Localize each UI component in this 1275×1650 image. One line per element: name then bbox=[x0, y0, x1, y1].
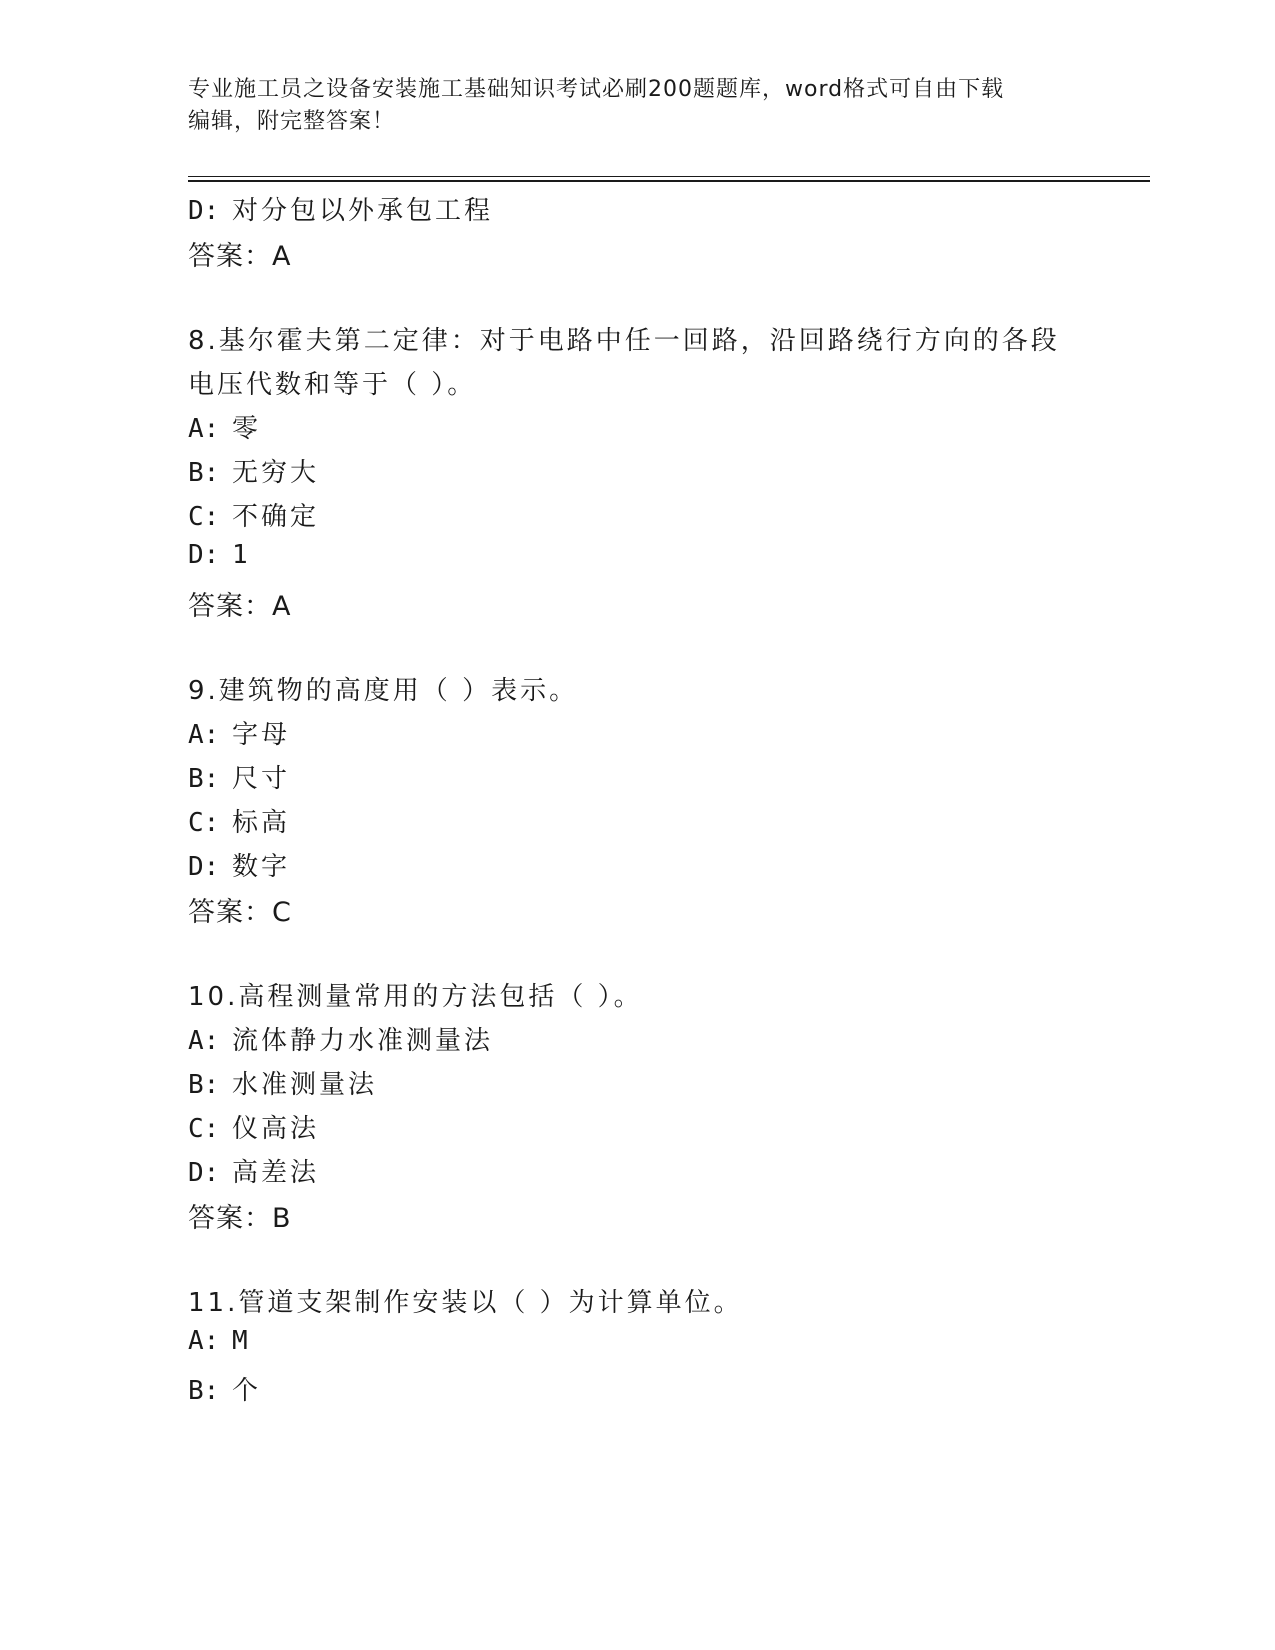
header-divider-thick bbox=[188, 180, 1150, 182]
header-line-2: 编辑，附完整答案！ bbox=[188, 109, 396, 134]
header-line-1: 专业施工员之设备安装施工基础知识考试必刷200题题库，word格式可自由下载 bbox=[188, 77, 1005, 102]
option-text: 字母 bbox=[232, 720, 291, 750]
q9-option-a bbox=[188, 714, 290, 751]
option-text: 仪高法 bbox=[232, 1114, 320, 1144]
q10-answer: 答案：B bbox=[188, 1203, 292, 1234]
option-text: 零 bbox=[232, 414, 262, 444]
option-label: D: bbox=[188, 540, 220, 570]
prev-answer: 答案：A bbox=[188, 241, 292, 272]
q8-option-a bbox=[188, 408, 261, 445]
option-label: B: bbox=[188, 458, 220, 488]
q11-option-b bbox=[188, 1370, 261, 1407]
option-label: C: bbox=[188, 502, 220, 532]
option-text: 不确定 bbox=[232, 502, 320, 532]
option-label: D: bbox=[188, 196, 220, 226]
option-label: B: bbox=[188, 1376, 220, 1406]
option-text: 尺寸 bbox=[232, 764, 291, 794]
q9-stem-line-1: 9.建筑物的高度用（ ）表示。 bbox=[188, 676, 579, 706]
q8-option-c bbox=[188, 496, 319, 533]
option-label: A: bbox=[188, 414, 220, 444]
q10-stem-line-1: 10.高程测量常用的方法包括（ ）。 bbox=[188, 982, 643, 1012]
q8-option-b bbox=[188, 452, 319, 489]
option-label: A: bbox=[188, 1026, 220, 1056]
q11-option-a bbox=[188, 1326, 251, 1356]
q8-stem-line-2: 电压代数和等于（ ）。 bbox=[188, 370, 477, 400]
q10-option-c bbox=[188, 1108, 319, 1145]
header-divider-thin bbox=[188, 176, 1150, 177]
option-text: 流体静力水准测量法 bbox=[232, 1026, 494, 1056]
option-label: D: bbox=[188, 852, 220, 882]
option-label: D: bbox=[188, 1158, 220, 1188]
q8-stem-line-1: 8.基尔霍夫第二定律：对于电路中任一回路，沿回路绕行方向的各段 bbox=[188, 326, 1060, 356]
q10-option-b bbox=[188, 1064, 377, 1101]
q10-option-d bbox=[188, 1152, 319, 1189]
document-header bbox=[188, 74, 1068, 138]
option-text: 个 bbox=[232, 1376, 262, 1406]
option-label: B: bbox=[188, 1070, 220, 1100]
q8-option-d bbox=[188, 540, 251, 570]
q8-answer: 答案：A bbox=[188, 591, 292, 622]
q10-option-a bbox=[188, 1020, 493, 1057]
q9-option-d bbox=[188, 846, 290, 883]
option-text: 1 bbox=[232, 540, 251, 570]
option-label: C: bbox=[188, 808, 220, 838]
option-text: 数字 bbox=[232, 852, 291, 882]
option-text: 水准测量法 bbox=[232, 1070, 378, 1100]
option-text: 对分包以外承包工程 bbox=[232, 196, 494, 226]
option-text: 标高 bbox=[232, 808, 291, 838]
option-label: C: bbox=[188, 1114, 220, 1144]
option-label: A: bbox=[188, 720, 220, 750]
q9-answer: 答案：C bbox=[188, 897, 292, 928]
q9-option-c bbox=[188, 802, 290, 839]
prev-option-d bbox=[188, 190, 493, 227]
option-label: A: bbox=[188, 1326, 220, 1356]
option-text: 高差法 bbox=[232, 1158, 320, 1188]
option-label: B: bbox=[188, 764, 220, 794]
option-text: M bbox=[232, 1326, 251, 1356]
q11-stem-line-1: 11.管道支架制作安装以（ ）为计算单位。 bbox=[188, 1288, 743, 1318]
option-text: 无穷大 bbox=[232, 458, 320, 488]
q9-option-b bbox=[188, 758, 290, 795]
